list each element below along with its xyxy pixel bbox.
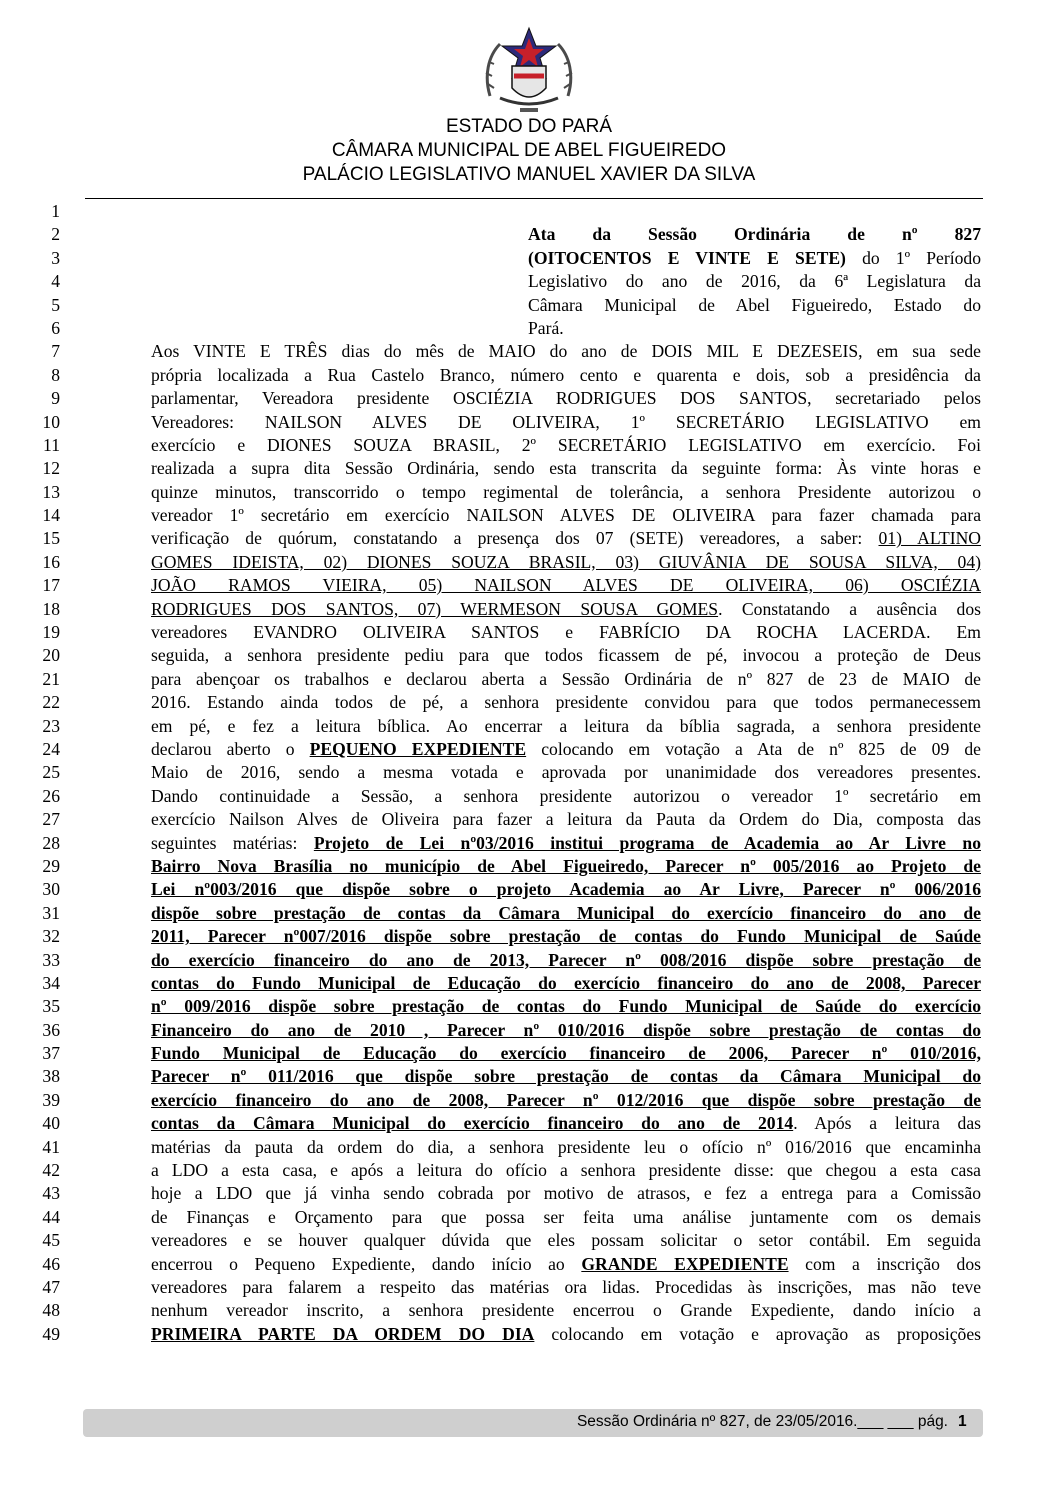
text-segment: . Constatando a ausência dos (718, 598, 981, 619)
text-line (151, 1112, 981, 1135)
text-line (151, 949, 981, 972)
line-number: 10 (42, 411, 60, 432)
text-line: vereadores e se houver qualquer dúvida que eles possam solicitar o setor contábil. Em seguida (151, 1230, 981, 1251)
line-number: 20 (42, 645, 60, 666)
section-heading-order-of-day: PRIMEIRA PARTE DA ORDEM DO DIA (151, 1323, 535, 1344)
text-line: de Finanças e Orçamento para que possa ser feita uma análise juntamente com os demais (151, 1206, 981, 1227)
text-line: exercício Nailson Alves de Oliveira para fazer a leitura da Pauta da Ordem do Dia, composta das (151, 809, 981, 830)
agenda-items: contas da Câmara Municipal do exercício financeiro do ano de 2014 (151, 1113, 794, 1134)
text-segment: verificação de quórum, constatando a presença dos 07 (SETE) vereadores, a saber: (151, 528, 879, 549)
line-number: 14 (42, 505, 60, 526)
title-line (151, 247, 981, 270)
agenda-items: nº 009/2016 dispõe sobre prestação de contas do Fundo Municipal de Saúde do exercício (151, 996, 981, 1017)
text-line: vereadores EVANDRO OLIVEIRA SANTOS e FABRÍCIO DA ROCHA LACERDA. Em (151, 622, 981, 643)
title-text: do 1º Período (845, 247, 981, 268)
text-segment: encerrou o Pequeno Expediente, dando início ao (151, 1253, 582, 1274)
line-number: 46 (42, 1253, 60, 1274)
text-line: hoje a LDO que já vinha sendo cobrada por motivo de atrasos, e fez a entrega para a Comissão (151, 1183, 981, 1204)
text-line (151, 1089, 981, 1112)
title-line (151, 223, 981, 246)
text-line: Vereadores: NAILSON ALVES DE OLIVEIRA, 1º SECRETÁRIO LEGISLATIVO em (151, 411, 981, 432)
line-number: 8 (51, 364, 60, 385)
line-number: 38 (42, 1066, 60, 1087)
line-number: 5 (51, 294, 60, 315)
text-line (151, 855, 981, 878)
line-number: 11 (43, 434, 60, 455)
attendees-list: GOMES IDEISTA, 02) DIONES SOUZA BRASIL, 03) GIUVÂNIA DE SOUSA SILVA, 04) (151, 551, 981, 572)
footer-session-info: Sessão Ordinária nº 827, de 23/05/2016.___ ___ pág. (576, 1413, 948, 1430)
line-number: 36 (42, 1019, 60, 1040)
line-number: 2 (51, 224, 60, 245)
text-line (151, 1323, 981, 1346)
line-number: 41 (42, 1136, 60, 1157)
header-chamber: CÂMARA MUNICIPAL DE ABEL FIGUEIREDO (331, 140, 727, 161)
text-line: exercício e DIONES SOUZA BRASIL, 2º SECRETÁRIO LEGISLATIVO em exercício. Foi (151, 434, 981, 455)
agenda-items: Bairro Nova Brasília no município de Abel Figueiredo, Parecer nº 005/2016 ao Projeto de (151, 855, 981, 876)
line-number: 28 (42, 832, 60, 853)
title-line: Pará. (528, 317, 564, 338)
minutes-body (151, 200, 981, 1346)
agenda-items: 2011, Parecer nº007/2016 dispõe sobre prestação de contas do Fundo Municipal de Saúde (151, 926, 981, 947)
title-text: Ata da Sessão Ordinária de nº 827 (528, 224, 981, 245)
text-line (151, 598, 981, 621)
text-line (151, 1042, 981, 1065)
text-line: Dando continuidade a Sessão, a senhora presidente autorizou o vereador 1º secretário em (151, 785, 981, 806)
line-number: 22 (42, 692, 60, 713)
text-line: nenhum vereador inscrito, a senhora presidente encerrou o Grande Expediente, dando início a (151, 1300, 981, 1321)
line-number: 44 (42, 1206, 60, 1227)
text-line (151, 1253, 981, 1276)
title-line: Legislativo do ano de 2016, da 6ª Legislatura da (528, 271, 981, 292)
text-line (151, 574, 981, 597)
agenda-items: exercício financeiro do ano de 2008, Parecer nº 012/2016 que dispõe sobre prestação de (151, 1089, 981, 1110)
text-line (151, 527, 981, 550)
attendees-list: JOÃO RAMOS VIEIRA, 05) NAILSON ALVES DE OLIVEIRA, 06) OSCIÉZIA (151, 575, 981, 596)
line-number: 49 (42, 1323, 60, 1344)
line-number: 30 (42, 879, 60, 900)
agenda-items: contas do Fundo Municipal de Educação do exercício financeiro do ano de 2008, Parecer (151, 972, 981, 993)
text-line: parlamentar, Vereadora presidente OSCIÉZIA RODRIGUES DOS SANTOS, secretariado pelos (151, 388, 981, 409)
text-line (151, 878, 981, 901)
line-number: 39 (42, 1089, 60, 1110)
title-session-number: (OITOCENTOS E VINTE E SETE) (528, 247, 846, 268)
text-line: vereadores para falarem a respeito das matérias ora lidas. Procedidas às inscrições, mas não teve (151, 1276, 981, 1297)
line-number: 42 (42, 1160, 60, 1181)
line-number: 1 (51, 201, 60, 221)
line-numbers (28, 200, 60, 1346)
text-line (151, 1065, 981, 1088)
agenda-items: Projeto de Lei nº03/2016 institui programa de Academia ao Ar Livre no (313, 832, 981, 853)
title-line: Câmara Municipal de Abel Figueiredo, Estado do (528, 294, 981, 315)
line-number: 16 (42, 551, 60, 572)
text-segment: colocando em votação e aprovação as proposições (534, 1323, 981, 1344)
text-line: realizada a supra dita Sessão Ordinária, sendo esta transcrita da seguinte forma: Às vinte horas e (151, 458, 981, 479)
text-line: matérias da pauta da ordem do dia, a senhora presidente leu o ofício nº 016/2016 que encaminha (151, 1136, 981, 1157)
line-number: 13 (42, 481, 60, 502)
text-segment: seguintes matérias: (151, 832, 314, 853)
line-number: 19 (42, 622, 60, 643)
line-number: 48 (42, 1300, 60, 1321)
text-line (151, 738, 981, 761)
line-number: 6 (51, 317, 60, 338)
line-number: 43 (42, 1183, 60, 1204)
section-heading-large-expedient: GRANDE EXPEDIENTE (581, 1253, 789, 1274)
text-line: Maio de 2016, sendo a mesma votada e aprovada por unanimidade dos vereadores presentes. (151, 762, 981, 783)
line-number: 27 (42, 809, 60, 830)
blank-line (151, 200, 981, 223)
section-heading-small-expedient: PEQUENO EXPEDIENTE (309, 738, 527, 759)
agenda-items: dispõe sobre prestação de contas da Câmara Municipal do exercício financeiro do ano de (151, 902, 981, 923)
text-line: 2016. Estando ainda todos de pé, a senhora presidente convidou para que todos permanecessem (151, 692, 981, 713)
header-palace: PALÁCIO LEGISLATIVO MANUEL XAVIER DA SILVA (302, 164, 756, 185)
text-line: vereador 1º secretário em exercício NAILSON ALVES DE OLIVEIRA para fazer chamada para (151, 505, 981, 526)
text-line: em pé, e fez a leitura bíblica. Ao encerrar a leitura da bíblia sagrada, a senhora presidente (151, 715, 981, 736)
line-number: 17 (42, 575, 60, 596)
line-number: 33 (42, 949, 60, 970)
text-line (151, 995, 981, 1018)
line-number: 45 (42, 1230, 60, 1251)
text-line (151, 925, 981, 948)
line-number: 40 (42, 1113, 60, 1134)
agenda-items: Lei nº003/2016 que dispõe sobre o projeto Academia ao Ar Livre, Parecer nº 006/2016 (151, 879, 981, 900)
line-number: 23 (42, 715, 60, 736)
text-line (151, 1019, 981, 1042)
line-number: 29 (42, 855, 60, 876)
page-number: 1 (958, 1413, 967, 1430)
text-line (151, 832, 981, 855)
agenda-items: do exercício financeiro do ano de 2013, Parecer nº 008/2016 dispõe sobre prestação de (151, 949, 981, 970)
line-number: 47 (42, 1276, 60, 1297)
text-line (151, 551, 981, 574)
text-segment: . Após a leitura das (793, 1113, 981, 1134)
line-number: 26 (42, 785, 60, 806)
text-line: para abençoar os trabalhos e declarou aberta a Sessão Ordinária de nº 827 de 23 de MAIO de (151, 668, 981, 689)
line-number: 12 (42, 458, 60, 479)
text-line: própria localizada a Rua Castelo Branco, número cento e quarenta e dois, sob a presidência da (151, 364, 981, 385)
text-line: quinze minutos, transcorrido o tempo regimental de tolerância, a senhora Presidente autorizou o (151, 481, 981, 502)
line-number: 35 (42, 996, 60, 1017)
line-number: 15 (42, 528, 60, 549)
line-number: 37 (42, 1043, 60, 1064)
text-line: a LDO a esta casa, e após a leitura do ofício a senhora presidente disse: que chegou a esta casa (151, 1160, 981, 1181)
line-number: 34 (42, 972, 60, 993)
text-line: seguida, a senhora presidente pediu para que todos ficassem de pé, invocou a proteção de Deus (151, 645, 981, 666)
line-number: 7 (51, 341, 60, 362)
text-line (151, 902, 981, 925)
line-number: 3 (51, 247, 60, 268)
agenda-items: Fundo Municipal de Educação do exercício financeiro de 2006, Parecer nº 010/2016, (151, 1043, 981, 1064)
text-line: Aos VINTE E TRÊS dias do mês de MAIO do ano de DOIS MIL E DEZESEIS, em sua sede (151, 341, 981, 362)
line-number: 4 (51, 271, 60, 292)
line-number: 21 (42, 668, 60, 689)
line-number: 18 (42, 598, 60, 619)
agenda-items: Financeiro do ano de 2010 , Parecer nº 010/2016 dispõe sobre prestação de contas do (151, 1019, 981, 1040)
line-number: 31 (42, 902, 60, 923)
attendees-list: RODRIGUES DOS SANTOS, 07) WERMESON SOUSA GOMES (151, 598, 719, 619)
coat-of-arms-icon (480, 26, 578, 116)
header-divider (85, 198, 983, 199)
line-number: 9 (51, 388, 60, 409)
text-line (151, 972, 981, 995)
line-number: 25 (42, 762, 60, 783)
line-number: 32 (42, 926, 60, 947)
line-number: 24 (42, 738, 60, 759)
text-segment: com a inscrição dos (788, 1253, 981, 1274)
text-segment: declarou aberto o (151, 738, 310, 759)
attendees-list: 01) ALTINO (878, 528, 981, 549)
header-state: ESTADO DO PARÁ (445, 116, 613, 137)
text-segment: colocando em votação a Ata de nº 825 de 09 de (526, 738, 981, 759)
agenda-items: Parecer nº 011/2016 que dispõe sobre prestação de contas da Câmara Municipal do (151, 1066, 981, 1087)
